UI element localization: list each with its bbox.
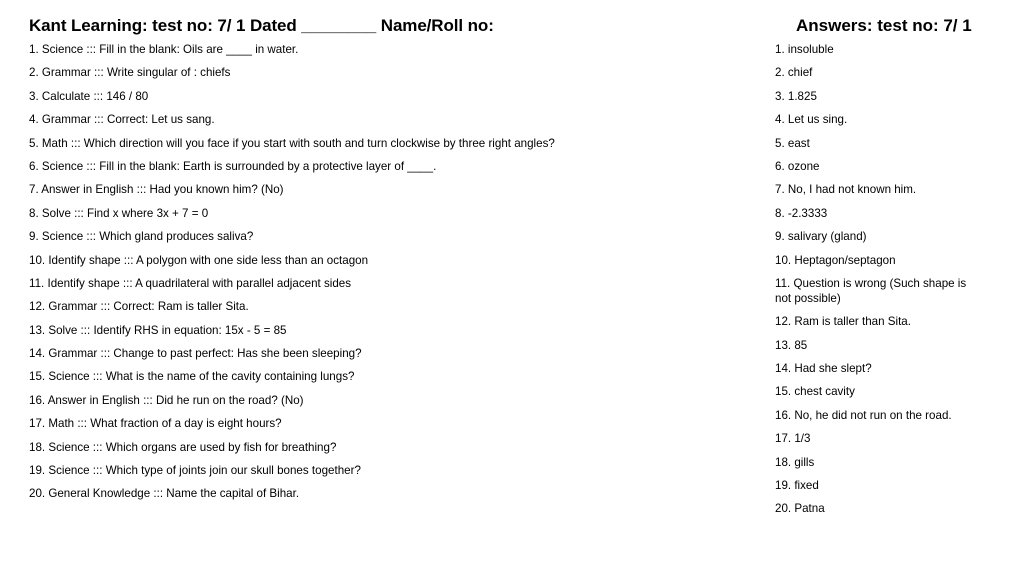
question-item: 1. Science ::: Fill in the blank: Oils are ____ in water. [29,43,299,56]
question-item: 17. Math ::: What fraction of a day is eight hours? [29,417,282,431]
answer-item: 14. Had she slept? [775,362,872,376]
question-item: 11. Identify shape ::: A quadrilateral with parallel adjacent sides [29,276,352,290]
answer-item: 8. -2.3333 [775,206,828,220]
answer-list [775,42,975,525]
question-item: 16. Answer in English ::: Did he run on the road? (No) [29,393,304,407]
question-item: 7. Answer in English ::: Had you known him? (No) [29,183,284,197]
answer-item: 17. 1/3 [775,432,811,446]
question-item: 12. Grammar ::: Correct: Ram is taller Sita. [29,300,249,314]
answer-item: 1. insoluble [775,43,834,56]
question-item: 5. Math ::: Which direction will you face if you start with south and turn clockwise by three right angles? [29,136,555,150]
question-item: 10. Identify shape ::: A polygon with one side less than an octagon [29,253,369,267]
answer-item: 3. 1.825 [775,89,817,103]
question-item: 19. Science ::: Which type of joints join our skull bones together? [29,464,361,478]
answer-item: 4. Let us sing. [775,113,848,127]
answer-item: 15. chest cavity [775,385,855,399]
answer-item: 16. No, he did not run on the road. [775,408,952,422]
test-title: Kant Learning: test no: 7/ 1 Dated ________ Name/Roll no: [29,16,494,35]
question-item: 13. Solve ::: Identify RHS in equation: 15x - 5 = 85 [29,323,287,337]
answer-item: 13. 85 [775,338,808,352]
answer-item: 12. Ram is taller than Sita. [775,315,911,329]
question-item: 2. Grammar ::: Write singular of : chiefs [29,66,231,80]
question-item: 8. Solve ::: Find x where 3x + 7 = 0 [29,206,209,220]
answer-item: 5. east [775,136,810,150]
question-item: 4. Grammar ::: Correct: Let us sang. [29,113,215,127]
answer-item: 18. gills [775,455,815,469]
answers-title: Answers: test no: 7/ 1 [796,16,972,35]
question-item: 9. Science ::: Which gland produces saliva? [29,230,254,244]
question-item: 14. Grammar ::: Change to past perfect: Has she been sleeping? [29,347,362,361]
answer-item: 9. salivary (gland) [775,230,867,244]
question-item: 20. General Knowledge ::: Name the capital of Bihar. [29,487,300,501]
answer-item: 11. Question is wrong (Such shape is not possible) [775,276,967,305]
answer-item: 19. fixed [775,479,819,493]
question-item: 3. Calculate ::: 146 / 80 [29,89,149,103]
answer-item: 6. ozone [775,159,820,173]
question-item: 6. Science ::: Fill in the blank: Earth is surrounded by a protective layer of ____. [29,159,437,173]
question-item: 18. Science ::: Which organs are used by fish for breathing? [29,440,337,454]
question-list [29,42,759,510]
answer-item: 20. Patna [775,502,825,516]
answer-item: 2. chief [775,66,813,80]
question-item: 15. Science ::: What is the name of the cavity containing lungs? [29,370,355,384]
answer-item: 10. Heptagon/septagon [775,253,896,267]
answer-item: 7. No, I had not known him. [775,183,917,197]
